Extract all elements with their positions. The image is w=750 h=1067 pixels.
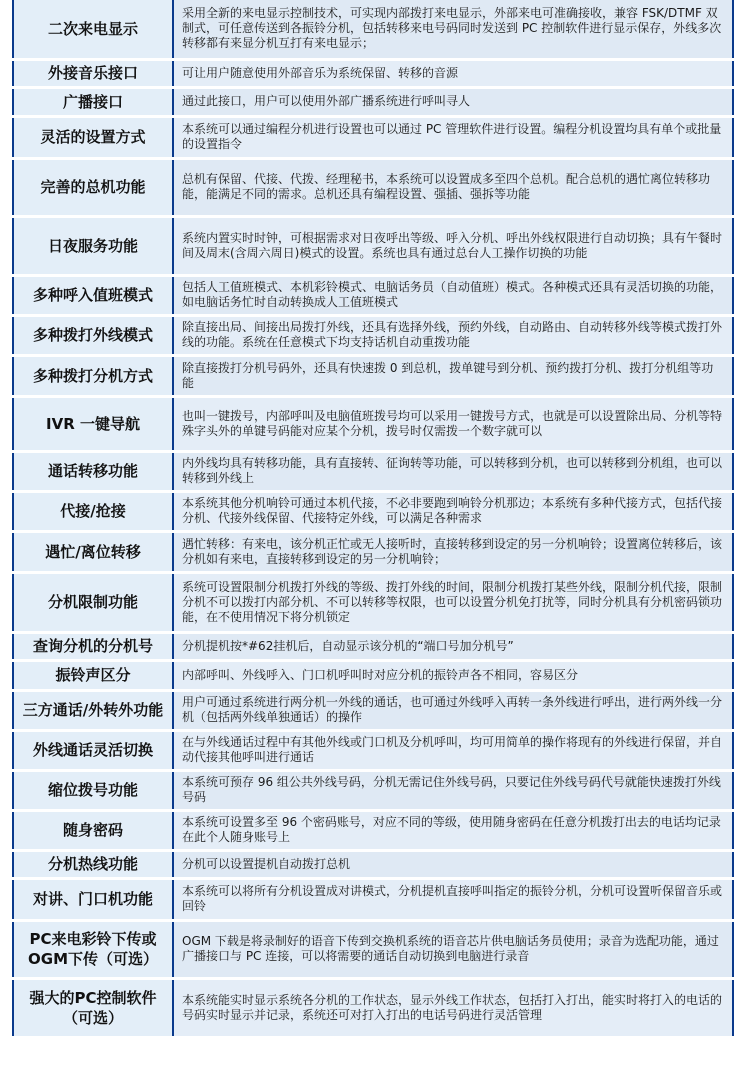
feature-name: 多种呼入值班模式 [13, 275, 173, 315]
feature-name: 分机限制功能 [13, 572, 173, 632]
feature-name: 灵活的设置方式 [13, 116, 173, 158]
feature-name: IVR 一键导航 [13, 396, 173, 451]
feature-description: 本系统能实时显示系统各分机的工作状态，显示外线工作状态，包括打入打出，能实时将打入的电话的号码实时显示并记录，系统还可对打入打出的电话号码进行灵活管理 [173, 978, 733, 1036]
feature-name: 外线通话灵活切换 [13, 730, 173, 770]
feature-description: 本系统其他分机响铃可通过本机代接，不必非要跑到响铃分机那边；本系统有多种代接方式，包括代接分机、代接外线保留、代接特定外线，可以满足各种需求 [173, 491, 733, 531]
table-row [13, 810, 733, 850]
feature-description: 本系统可以通过编程分机进行设置也可以通过 PC 管理软件进行设置。编程分机设置均具有单个或批量的设置指令 [173, 116, 733, 158]
table-row [13, 878, 733, 920]
table-row [13, 531, 733, 572]
feature-name: 二次来电显示 [13, 0, 173, 59]
feature-name: 完善的总机功能 [13, 158, 173, 216]
feature-description: 通过此接口，用户可以使用外部广播系统进行呼叫寻人 [173, 87, 733, 116]
feature-description: 本系统可预存 96 组公共外线号码，分机无需记住外线号码，只要记住外线号码代号就能快速拨打外线号码 [173, 770, 733, 810]
feature-description: 内部呼叫、外线呼入、门口机呼叫时对应分机的振铃声各不相同，容易区分 [173, 660, 733, 690]
table-row [13, 920, 733, 978]
feature-description: 系统内置实时时钟，可根据需求对日夜呼出等级、呼入分机、呼出外线权限进行自动切换；具有午餐时间及周末(含周六周日)模式的设置。系统也具有通过总台人工操作切换的功能 [173, 216, 733, 275]
feature-name: 振铃声区分 [13, 660, 173, 690]
feature-name: 外接音乐接口 [13, 59, 173, 87]
feature-description: 包括人工值班模式、本机彩铃模式、电脑话务员（自动值班）模式。各种模式还具有灵活切换的功能，如电脑话务忙时自动转换成人工值班模式 [173, 275, 733, 315]
feature-name: PC来电彩铃下传或OGM下传（可选） [13, 920, 173, 978]
feature-name: 对讲、门口机功能 [13, 878, 173, 920]
feature-name: 强大的PC控制软件（可选） [13, 978, 173, 1036]
table-row [13, 632, 733, 660]
feature-name: 三方通话/外转外功能 [13, 690, 173, 730]
feature-name: 查询分机的分机号 [13, 632, 173, 660]
feature-description: 在与外线通话过程中有其他外线或门口机及分机呼叫，均可用简单的操作将现有的外线进行保留，并自动代接其他呼叫进行通话 [173, 730, 733, 770]
table-row [13, 116, 733, 158]
feature-name: 多种拨打分机方式 [13, 355, 173, 396]
feature-description: 用户可通过系统进行两分机一外线的通话，也可通过外线呼入再转一条外线进行呼出，进行两外线一分机（包括两外线单独通话）的操作 [173, 690, 733, 730]
feature-description: 本系统可以将所有分机设置成对讲模式，分机提机直接呼叫指定的振铃分机，分机可设置听保留音乐或回铃 [173, 878, 733, 920]
table-row [13, 275, 733, 315]
table-row [13, 690, 733, 730]
table-row [13, 396, 733, 451]
feature-description: 本系统可设置多至 96 个密码账号，对应不同的等级，使用随身密码在任意分机拨打出去的电话均记录在此个人随身账号上 [173, 810, 733, 850]
feature-description: 采用全新的来电显示控制技术，可实现内部拨打来电显示，外部来电可准确接收，兼容 FSK/DTMF 双制式，可任意传送到各振铃分机，包括转移来电号码同时发送到 PC 控制软件进行显示保存，外线多次转移都有来显分机互打有来电显示； [173, 0, 733, 59]
table-row [13, 572, 733, 632]
table-row [13, 59, 733, 87]
feature-description: OGM 下载是将录制好的语音下传到交换机系统的语音芯片供电脑话务员使用；录音为选配功能，通过广播接口与 PC 连接，可以将需要的通话自动切换到电脑进行录音 [173, 920, 733, 978]
feature-description: 除直接拨打分机号码外，还具有快速拨 0 到总机，拨单键号到分机、预约拨打分机、拨打分机组等功能 [173, 355, 733, 396]
feature-name: 随身密码 [13, 810, 173, 850]
feature-description: 除直接出局、间接出局拨打外线，还具有选择外线，预约外线，自动路由、自动转移外线等模式拨打外线的功能。系统在任意模式下均支持话机自动重拨功能 [173, 315, 733, 355]
table-row [13, 315, 733, 355]
feature-name: 广播接口 [13, 87, 173, 116]
feature-description: 遇忙转移：有来电，该分机正忙或无人接听时，直接转移到设定的另一分机响铃；设置离位转移后，该分机如有来电，直接转移到设定的另一分机响铃； [173, 531, 733, 572]
table-row [13, 491, 733, 531]
table-row [13, 451, 733, 491]
table-row [13, 0, 733, 59]
feature-name: 日夜服务功能 [13, 216, 173, 275]
table-row [13, 660, 733, 690]
table-row [13, 158, 733, 216]
table-row [13, 978, 733, 1036]
table-row [13, 355, 733, 396]
table-row [13, 216, 733, 275]
feature-name: 代接/抢接 [13, 491, 173, 531]
feature-description: 内外线均具有转移功能，具有直接转、征询转等功能，可以转移到分机，也可以转移到分机组，也可以转移到外线上 [173, 451, 733, 491]
feature-table [12, 0, 734, 1036]
table-row [13, 730, 733, 770]
feature-name: 遇忙/离位转移 [13, 531, 173, 572]
feature-name: 缩位拨号功能 [13, 770, 173, 810]
feature-description: 系统可设置限制分机拨打外线的等级、拨打外线的时间，限制分机拨打某些外线，限制分机代接，限制分机不可以拨打内部分机、不可以转移等权限，也可以设置分机免打扰等，同时分机具有分机密码锁功能，在不使用情况下将分机锁定 [173, 572, 733, 632]
feature-description: 可让用户随意使用外部音乐为系统保留、转移的音源 [173, 59, 733, 87]
feature-name: 分机热线功能 [13, 850, 173, 878]
feature-description: 分机提机按*#62挂机后，自动显示该分机的“端口号加分机号” [173, 632, 733, 660]
feature-description: 也叫一键拨号，内部呼叫及电脑值班拨号均可以采用一键拨号方式，也就是可以设置除出局、分机等特殊字头外的单键号码能对应某个分机，拨号时仅需拨一个数字就可以 [173, 396, 733, 451]
feature-table-body [13, 0, 733, 1036]
feature-name: 多种拨打外线模式 [13, 315, 173, 355]
table-row [13, 87, 733, 116]
table-row [13, 770, 733, 810]
feature-name: 通话转移功能 [13, 451, 173, 491]
feature-description: 分机可以设置提机自动拨打总机 [173, 850, 733, 878]
feature-description: 总机有保留、代接、代拨、经理秘书，本系统可以设置成多至四个总机。配合总机的遇忙离位转移功能，能满足不同的需求。总机还具有编程设置、强插、强拆等功能 [173, 158, 733, 216]
table-row [13, 850, 733, 878]
